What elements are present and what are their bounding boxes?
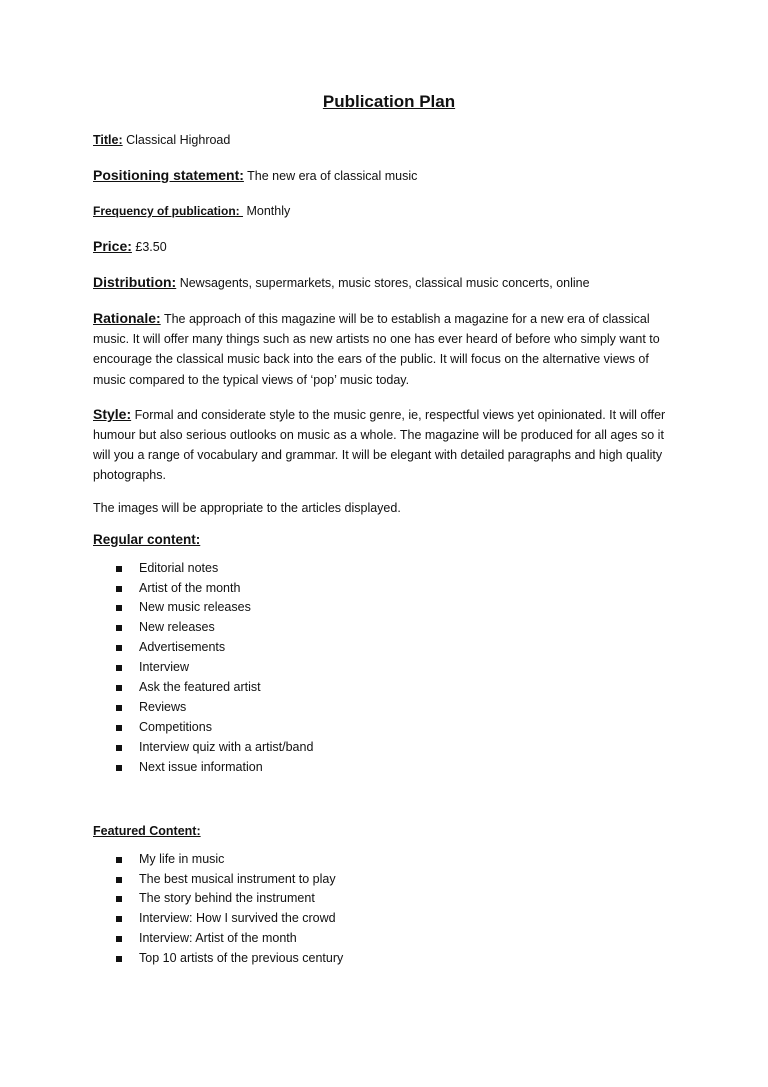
frequency-label: Frequency of publication: — [93, 204, 244, 218]
list-item: New releases — [93, 618, 683, 638]
section-spacer — [93, 778, 683, 824]
regular-content-list — [93, 559, 683, 778]
list-item: Next issue information — [93, 758, 683, 778]
price-value: £3.50 — [135, 240, 167, 254]
bullet-icon — [116, 877, 122, 883]
title-value: Classical Highroad — [126, 133, 231, 147]
list-item: Artist of the month — [93, 579, 683, 599]
bullet-icon — [116, 765, 122, 771]
bullet-icon — [116, 936, 122, 942]
list-item: Interview: Artist of the month — [93, 929, 683, 949]
list-item: Advertisements — [93, 638, 683, 658]
title-label: Title: — [93, 133, 123, 147]
bullet-icon — [116, 586, 122, 592]
bullet-icon — [116, 566, 122, 572]
list-item: Interview: How I survived the crowd — [93, 909, 683, 929]
list-item: The best musical instrument to play — [93, 870, 683, 890]
bullet-icon — [116, 725, 122, 731]
list-item: Top 10 artists of the previous century — [93, 949, 683, 969]
positioning-value: The new era of classical music — [247, 169, 418, 183]
list-item: Interview — [93, 658, 683, 678]
positioning-field — [93, 165, 683, 186]
list-item: The story behind the instrument — [93, 889, 683, 909]
price-field — [93, 236, 683, 257]
list-item: Ask the featured artist — [93, 678, 683, 698]
bullet-icon — [116, 857, 122, 863]
frequency-field — [93, 201, 683, 221]
rationale-label: Rationale: — [93, 310, 161, 326]
bullet-icon — [116, 745, 122, 751]
list-item: Competitions — [93, 718, 683, 738]
page-title: Publication Plan — [322, 92, 456, 111]
rationale-paragraph — [93, 308, 683, 390]
bullet-icon — [116, 645, 122, 651]
bullet-icon — [116, 916, 122, 922]
list-item: New music releases — [93, 598, 683, 618]
positioning-label: Positioning statement: — [93, 167, 244, 183]
bullet-icon — [116, 956, 122, 962]
bullet-icon — [116, 665, 122, 671]
document-body — [93, 92, 683, 969]
style-label: Style: — [93, 405, 132, 422]
frequency-value: Monthly — [243, 204, 291, 218]
featured-content-heading: Featured Content: — [93, 823, 201, 838]
bullet-icon — [116, 625, 122, 631]
regular-content-heading: Regular content: — [93, 531, 201, 547]
bullet-icon — [116, 685, 122, 691]
bullet-icon — [116, 605, 122, 611]
bullet-icon — [116, 896, 122, 902]
list-item: Reviews — [93, 698, 683, 718]
rationale-text: The approach of this magazine will be to establish a magazine for a new era of classical music. It will offer many things such as new artists no one has ever heard of before who simply want to encourage the classical music back into the ears of the public. It will focus on the alternative views of music compared to the typical views of ‘pop’ music today. — [93, 312, 660, 387]
list-item: My life in music — [93, 850, 683, 870]
title-field — [93, 130, 683, 150]
price-label: Price: — [93, 238, 132, 254]
images-note: The images will be appropriate to the articles displayed. — [93, 500, 401, 515]
bullet-icon — [116, 705, 122, 711]
style-text: Formal and considerate style to the music genre, ie, respectful views yet opinionated. It will offer humour but also serious outlooks on music as a whole. The magazine will be produced for all ages so it will you a range of vocabulary and grammar. It will be elegant with detailed paragraphs and high quality photographs. — [93, 407, 666, 483]
distribution-value: Newsagents, supermarkets, music stores, classical music concerts, online — [179, 276, 590, 290]
list-item: Interview quiz with a artist/band — [93, 738, 683, 758]
style-paragraph — [93, 404, 683, 486]
list-item: Editorial notes — [93, 559, 683, 579]
featured-content-list — [93, 850, 683, 969]
distribution-field — [93, 272, 683, 293]
distribution-label: Distribution: — [93, 274, 177, 290]
